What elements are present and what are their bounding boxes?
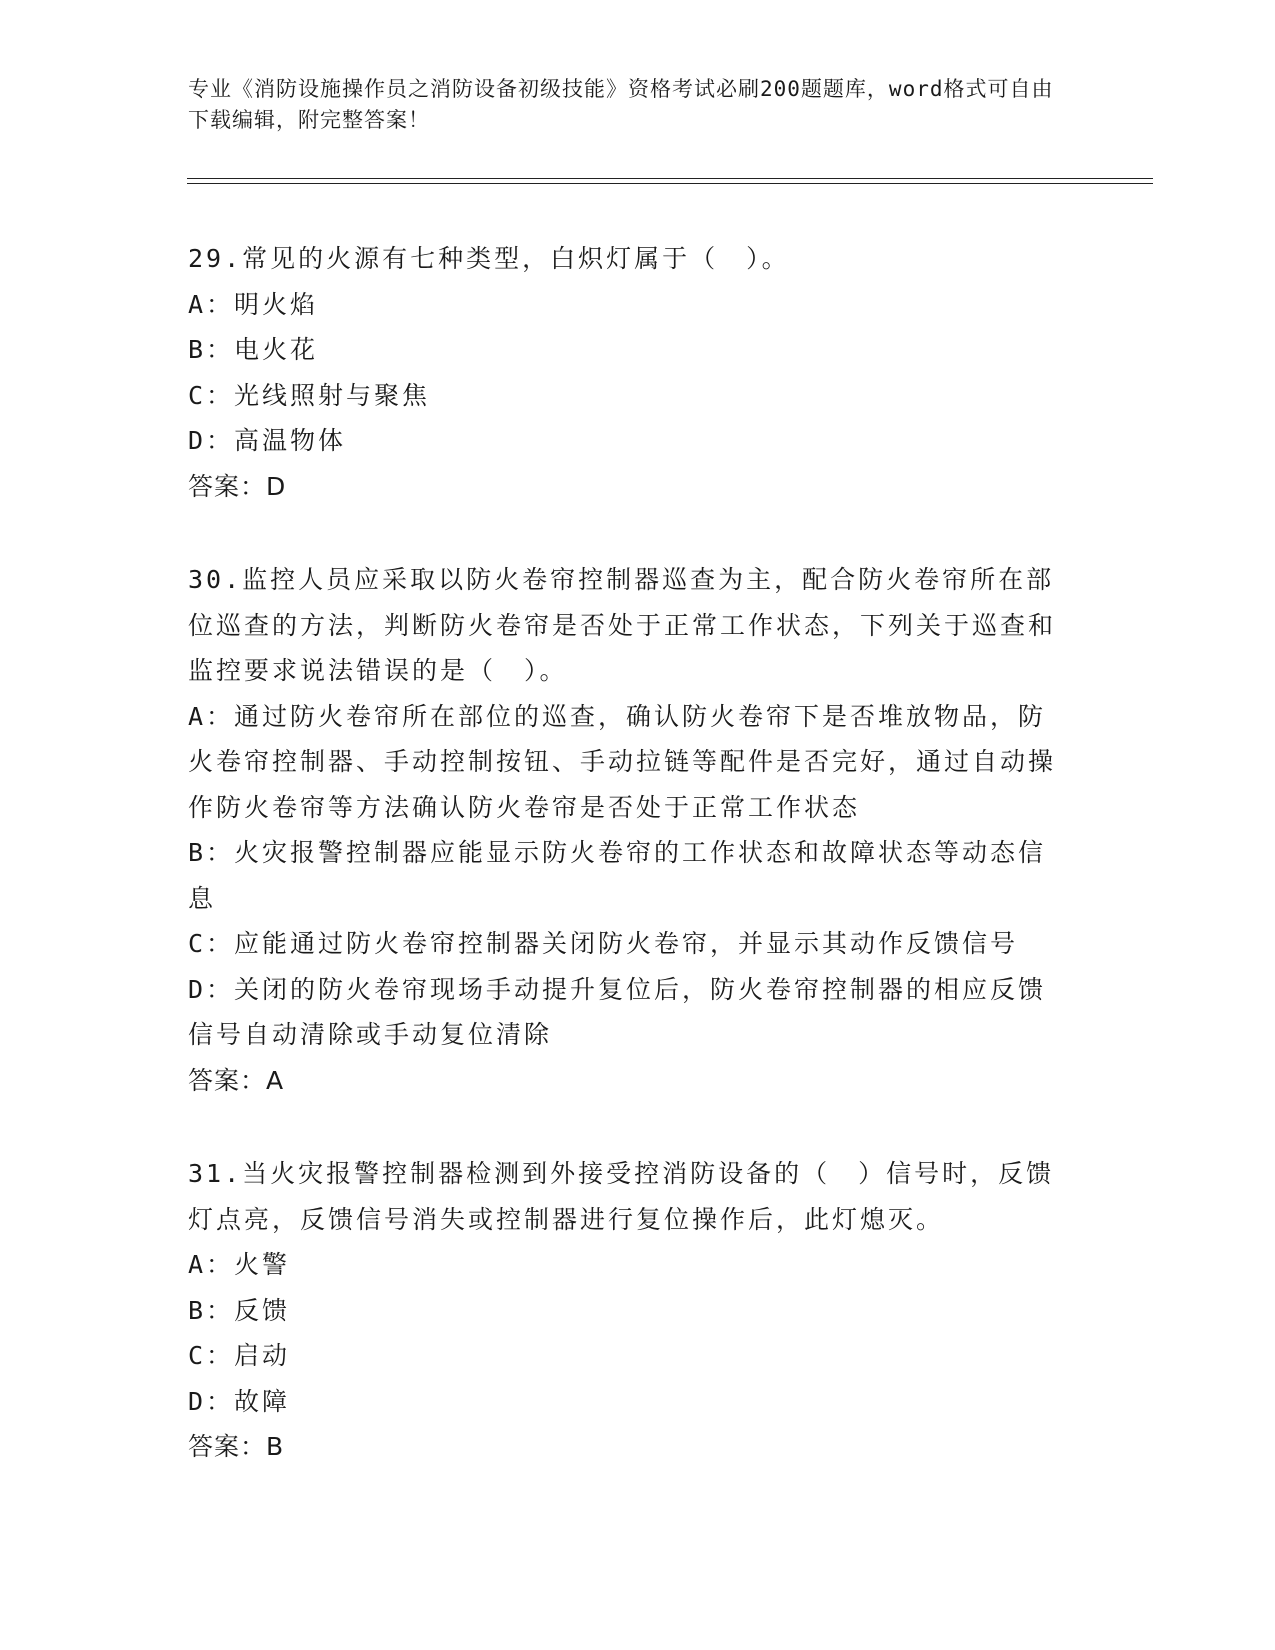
question-stem: 29.常见的火源有七种类型，白炽灯属于（ ）。 [188,244,790,273]
option-d: D：关闭的防火卷帘现场手动提升复位后，防火卷帘控制器的相应反馈信号自动清除或手动复位清除 [188,974,1047,1049]
option-a: A：火警 [188,1250,291,1279]
option-c: C：应能通过防火卷帘控制器关闭防火卷帘，并显示其动作反馈信号 [188,929,1019,958]
option-a: A：明火焰 [188,289,319,319]
question-30 [188,557,1068,1103]
question-31 [188,1151,1068,1470]
question-list [188,236,1068,1518]
question-29 [188,236,1068,509]
option-d: D：故障 [188,1386,291,1416]
header-divider-bottom [187,183,1153,184]
document-header: 专业《消防设施操作员之消防设备初级技能》资格考试必刷200题题库，word格式可自由下载编辑，附完整答案！ [188,77,1054,132]
option-b: B：电火花 [188,335,319,364]
option-b: B：反馈 [188,1295,291,1325]
answer-line: 答案：A [188,1065,285,1095]
option-b: B：火灾报警控制器应能显示防火卷帘的工作状态和故障状态等动态信息 [188,838,1047,913]
header-divider-top [187,178,1153,179]
option-c: C：启动 [188,1341,291,1370]
option-a: A：通过防火卷帘所在部位的巡查，确认防火卷帘下是否堆放物品，防火卷帘控制器、手动控制按钮、手动拉链等配件是否完好，通过自动操作防火卷帘等方法确认防火卷帘是否处于正常工作状态 [188,701,1057,822]
option-d: D：高温物体 [188,426,347,455]
answer-line: 答案：B [188,1432,285,1461]
answer-line: 答案：D [188,471,287,501]
option-c: C：光线照射与聚焦 [188,380,431,410]
question-stem: 30.监控人员应采取以防火卷帘控制器巡查为主，配合防火卷帘所在部位巡查的方法，判断防火卷帘是否处于正常工作状态，下列关于巡查和监控要求说法错误的是（ ）。 [188,565,1057,685]
question-stem: 31.当火灾报警控制器检测到外接受控消防设备的（ ）信号时，反馈灯点亮，反馈信号消失或控制器进行复位操作后，此灯熄灭。 [188,1159,1055,1234]
